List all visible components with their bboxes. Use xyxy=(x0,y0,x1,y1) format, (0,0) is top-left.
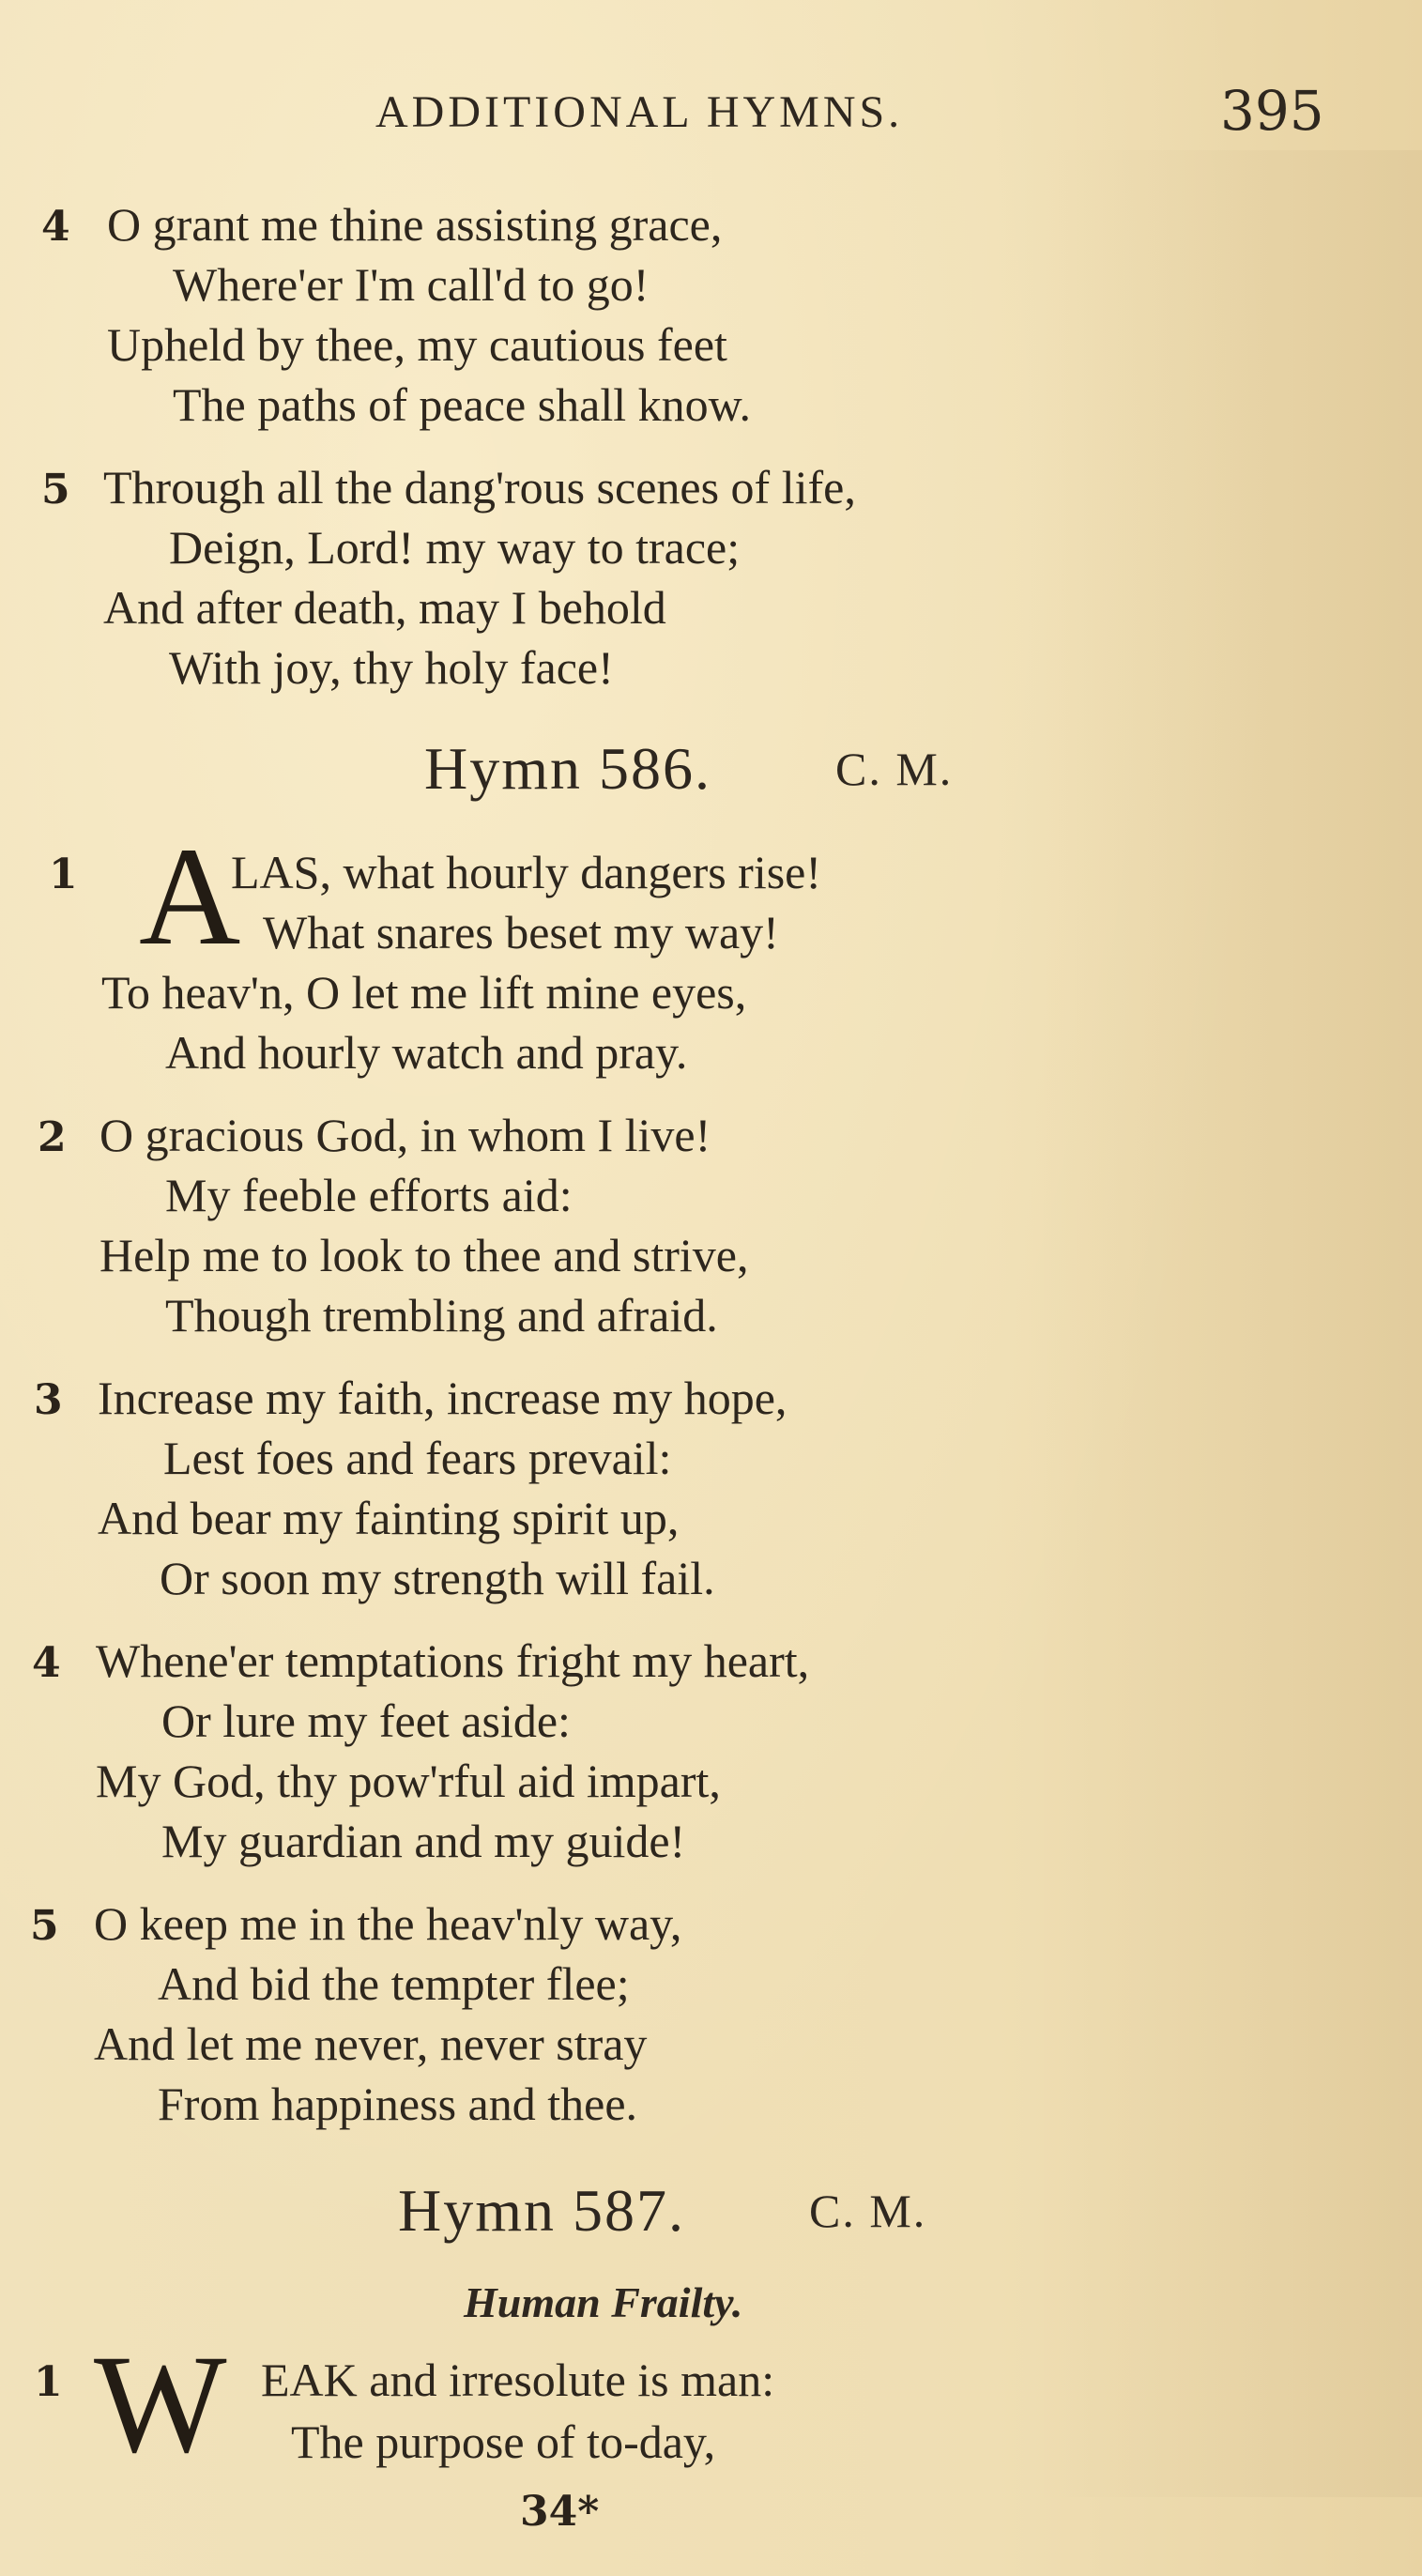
verse-line: From happiness and thee. xyxy=(158,2078,638,2130)
verse-line: The purpose of to-day, xyxy=(291,2415,716,2468)
page-number: 395 xyxy=(1220,79,1324,143)
verse-line: Increase my faith, increase my hope, xyxy=(98,1372,787,1424)
verse-line: To heav'n, O let me lift mine eyes, xyxy=(101,966,747,1019)
verse-line: My feeble efforts aid: xyxy=(165,1169,573,1221)
running-head: ADDITIONAL HYMNS. xyxy=(375,87,904,137)
hymn-title: Hymn 586. xyxy=(424,735,711,802)
verse-line: With joy, thy holy face! xyxy=(169,641,614,694)
stanza-number: 5 xyxy=(41,466,70,514)
verse-line: Whene'er temptations fright my heart, xyxy=(96,1634,810,1687)
verse-line: And after death, may I behold xyxy=(103,581,666,634)
verse-line: O gracious God, in whom I live! xyxy=(99,1109,711,1161)
verse-line: O grant me thine assisting grace, xyxy=(107,198,723,251)
verse-line: Help me to look to thee and strive, xyxy=(99,1229,749,1281)
hymn-meter: C. M. xyxy=(835,743,954,795)
verse-line: Deign, Lord! my way to trace; xyxy=(169,521,741,574)
stanza-number: 5 xyxy=(30,1902,59,1950)
verse-line: What snares beset my way! xyxy=(263,906,779,958)
verse-line: O keep me in the heav'nly way, xyxy=(94,1897,682,1950)
hymn-title: Hymn 587. xyxy=(398,2177,685,2244)
verse-line: Or soon my strength will fail. xyxy=(160,1552,715,1604)
verse-line: Though trembling and afraid. xyxy=(165,1289,718,1342)
verse-line: And hourly watch and pray. xyxy=(165,1026,688,1079)
drop-cap: W xyxy=(94,2326,227,2482)
drop-cap: A xyxy=(139,819,241,974)
verse-line: LAS, what hourly dangers rise! xyxy=(231,846,822,898)
stanza-number: 2 xyxy=(38,1113,67,1161)
stanza-number: 3 xyxy=(34,1376,63,1424)
show-through-shadow xyxy=(1032,150,1422,2497)
stanza-number: 4 xyxy=(32,1639,61,1687)
verse-line: Upheld by thee, my cautious feet xyxy=(107,318,727,371)
stanza-number: 1 xyxy=(49,851,78,898)
verse-line: Lest foes and fears prevail: xyxy=(163,1432,672,1484)
verse-line: Through all the dang'rous scenes of life, xyxy=(103,461,856,514)
hymn-subtitle: Human Frailty. xyxy=(464,2278,743,2326)
verse-line: The paths of peace shall know. xyxy=(173,378,751,431)
stanza-number: 1 xyxy=(34,2358,63,2406)
verse-line: And bid the tempter flee; xyxy=(158,1957,630,2010)
verse-line: My guardian and my guide! xyxy=(161,1815,686,1867)
verse-line: And let me never, never stray xyxy=(94,2017,648,2070)
hymn-meter: C. M. xyxy=(809,2185,927,2237)
verse-line: Where'er I'm call'd to go! xyxy=(173,258,650,311)
verse-line: My God, thy pow'rful aid impart, xyxy=(96,1755,721,1807)
verse-line: EAK and irresolute is man: xyxy=(261,2354,775,2406)
stanza-number: 4 xyxy=(41,203,70,251)
verse-line: Or lure my feet aside: xyxy=(161,1694,571,1747)
printer-signature: 34* xyxy=(520,2488,600,2536)
verse-line: And bear my fainting spirit up, xyxy=(98,1492,680,1544)
